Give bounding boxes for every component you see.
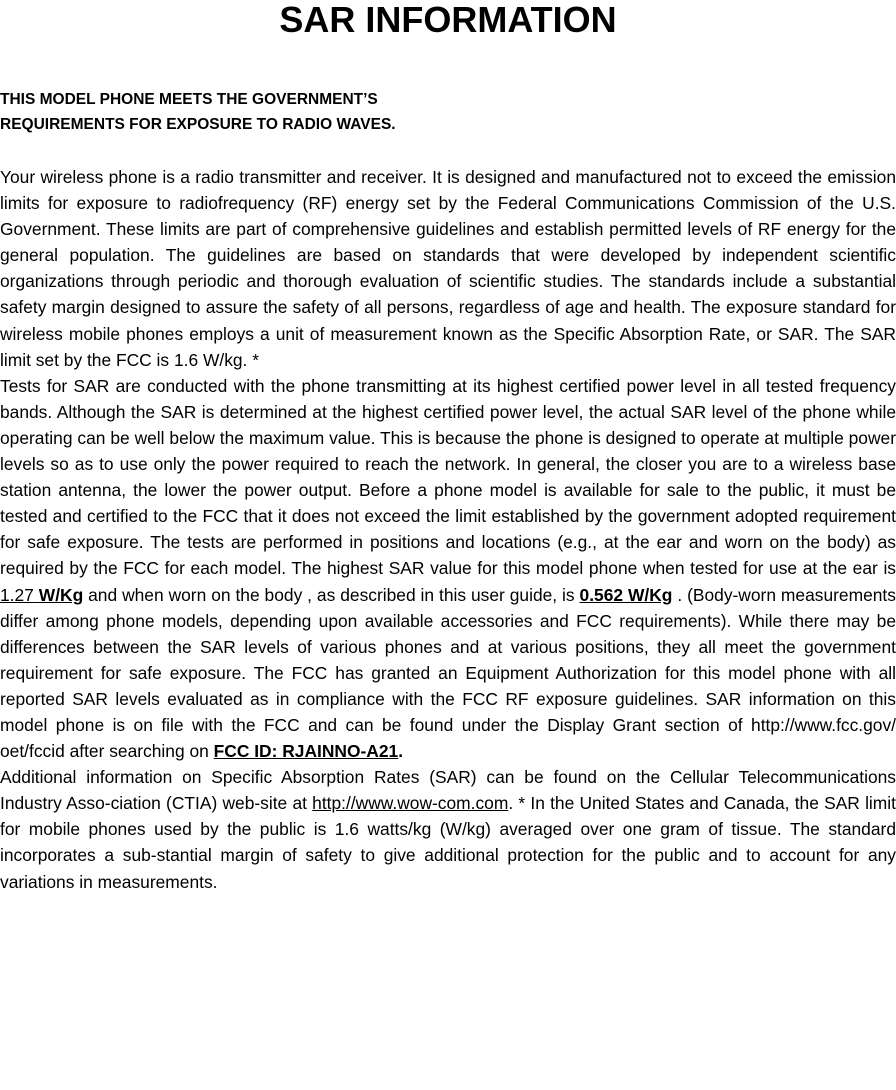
- paragraph-additional-info: [0, 764, 896, 894]
- ear-sar-number: 1.27: [0, 584, 34, 605]
- para2-text-1: Tests for SAR are conducted with the phone transmitting at its highest certified power level in all tested frequency bands. Although the SAR is determined at the highest certified power level, the actual SAR level of the phone while operating can be well below the maximum value. This is because the phone is designed to operate at multiple power levels so as to use only the power required to reach the network. In general, the closer you are to a wireless base station antenna, the lower the power output. Before a phone model is available for sale to the public, it must be tested and certified to the FCC that it does not exceed the limit established by the government adopted requirement for safe exposure. The tests are performed in positions and locations (e.g., at the ear and worn on the body) as required by the FCC for each model. The highest SAR value for this model phone when tested for use at the ear is: [0, 375, 896, 579]
- ear-sar-unit: W/Kg: [38, 584, 84, 605]
- fcc-id: FCC ID: RJAINNO-A21: [213, 741, 399, 762]
- paragraph-sar-tests: [0, 373, 896, 764]
- body-text: [0, 164, 896, 895]
- ear-sar-value: [0, 585, 83, 605]
- body-sar-value: 0.562 W/Kg: [579, 584, 673, 605]
- para2-text-4: .: [398, 741, 404, 762]
- subheading-line-1: THIS MODEL PHONE MEETS THE GOVERNMENT’S: [0, 91, 378, 108]
- ctia-link[interactable]: http://www.wow-com.com: [312, 793, 509, 814]
- para3-text-1: Additional information on Specific Absorption Rates (SAR) can be found on the Cellular Telecommunications Industry Asso-ciation (CTIA) web-site at: [0, 767, 896, 814]
- subheading: [0, 87, 396, 137]
- subheading-line-2: REQUIREMENTS FOR EXPOSURE TO RADIO WAVES.: [0, 116, 396, 133]
- para2-text-3: . (Body-worn measurements differ among phone models, depending upon available accessories and FCC requirements). While there may be differences between the SAR levels of various phones and at various positions, they all meet the government requirement for safe exposure. The FCC has granted an Equipment Authorization for this model phone with all reported SAR levels evaluated as in compliance with the FCC RF exposure guidelines. SAR information on this model phone is on file with the FCC and can be found under the Display Grant section of http://www.fcc.gov/ oet/fccid after searching on: [0, 584, 896, 762]
- page-title: SAR INFORMATION: [279, 0, 617, 40]
- para3-text-2: . * In the United States and Canada, the SAR limit for mobile phones used by the public is 1.6 watts/kg (W/kg) averaged over one gram of tissue. The standard incorporates a sub-stantial margin of safety to give additional protection for the public and to account for any variations in measurements.: [0, 793, 896, 892]
- paragraph-sar-limit: Your wireless phone is a radio transmitter and receiver. It is designed and manufactured not to exceed the emission limits for exposure to radiofrequency (RF) energy set by the Federal Communications Commission of the U.S. Government. These limits are part of comprehensive guidelines and establish permitted levels of RF energy for the general population. The guidelines are based on standards that were developed by independent scientific organizations through periodic and thorough evaluation of scientific studies. The standards include a substantial safety margin designed to assure the safety of all persons, regardless of age and health. The exposure standard for wireless mobile phones employs a unit of measurement known as the Specific Absorption Rate, or SAR. The SAR limit set by the FCC is 1.6 W/kg. *: [0, 167, 896, 370]
- para2-text-2: and when worn on the body , as described in this user guide, is: [88, 584, 575, 605]
